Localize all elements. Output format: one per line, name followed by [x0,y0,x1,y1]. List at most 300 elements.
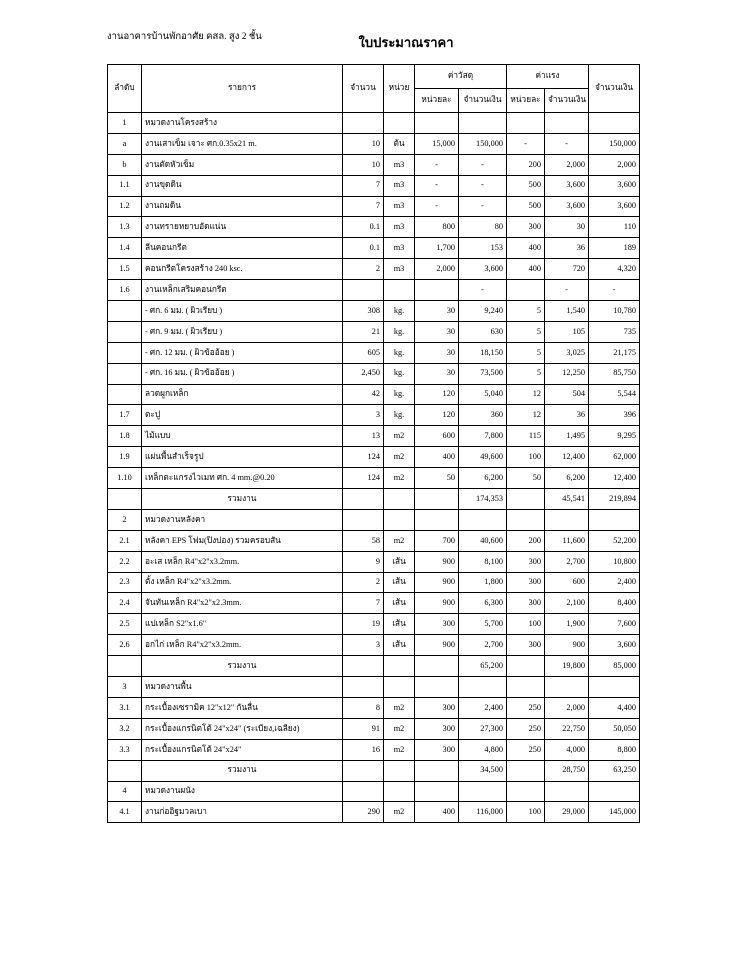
section-row [108,509,640,530]
row-number: 2.1 [108,530,142,551]
material-amount: 116,000 [459,802,507,823]
material-amount: 630 [459,321,507,342]
empty-cell [507,113,545,134]
item-description: จันทันเหล็ก R4"x2"x2.3mm. [142,593,343,614]
labor-amount: 900 [545,635,589,656]
total-amount: 21,175 [589,342,640,363]
empty-cell [384,489,415,510]
empty-cell [343,489,384,510]
labor-amount: 1,495 [545,426,589,447]
total-amount: 110 [589,217,640,238]
labor-amount: 2,000 [545,154,589,175]
material-unit-price: 300 [415,697,459,718]
unit: เส้น [384,614,415,635]
quantity: 605 [343,342,384,363]
material-unit-price: 600 [415,426,459,447]
col-material-header: ค่าวัสดุ [415,65,507,89]
table-row [108,217,640,238]
empty-cell [507,781,545,802]
item-description: หลังคา EPS โฟม(ปิงปอง) รวมครอบสัน [142,530,343,551]
row-number: 4.1 [108,802,142,823]
material-unit-price: 900 [415,572,459,593]
table-row [108,196,640,217]
row-number: 2.6 [108,635,142,656]
quantity: 7 [343,175,384,196]
total-amount: 150,000 [589,133,640,154]
material-unit-price: 700 [415,530,459,551]
table-header [108,65,640,113]
material-amount: 7,800 [459,426,507,447]
unit: m3 [384,238,415,259]
item-description: อะเส เหล็ก R4"x2"x3.2mm. [142,551,343,572]
item-description: ลีนคอนกรีต [142,238,343,259]
material-unit-price: 400 [415,802,459,823]
unit: kg. [384,363,415,384]
material-unit-price: - [415,154,459,175]
labor-amount: - [545,280,589,301]
quantity: 19 [343,614,384,635]
section-title: หมวดงานโครงสร้าง [142,113,343,134]
total-amount: 62,000 [589,447,640,468]
empty-cell [507,677,545,698]
quantity: 3 [343,405,384,426]
row-number [108,342,142,363]
unit: ต้น [384,133,415,154]
material-amount: 2,700 [459,635,507,656]
unit: m2 [384,530,415,551]
total-amount: 8,800 [589,739,640,760]
labor-unit-price: 5 [507,321,545,342]
material-amount: 34,500 [459,760,507,781]
material-unit-price: 15,000 [415,133,459,154]
material-amount: 18,150 [459,342,507,363]
section-row [108,677,640,698]
table-row [108,739,640,760]
total-amount: 50,050 [589,718,640,739]
subtotal-label: รวมงาน [142,656,343,677]
empty-cell [108,760,142,781]
table-row [108,635,640,656]
empty-cell [545,509,589,530]
row-number: 3.1 [108,697,142,718]
material-unit-price: 50 [415,468,459,489]
material-unit-price: 900 [415,551,459,572]
empty-cell [384,113,415,134]
empty-cell [343,677,384,698]
row-number [108,384,142,405]
empty-cell [108,489,142,510]
table-row [108,802,640,823]
unit: kg. [384,301,415,322]
material-amount: 1,800 [459,572,507,593]
unit: m3 [384,154,415,175]
material-amount: - [459,154,507,175]
material-amount: 174,353 [459,489,507,510]
total-amount: 2,400 [589,572,640,593]
item-description: งานเสาเข็ม เจาะ ศก.0.35x21 m. [142,133,343,154]
item-description: ไม้แบบ [142,426,343,447]
unit: m3 [384,217,415,238]
row-number: 4 [108,781,142,802]
subtotal-row [108,760,640,781]
labor-amount: 2,000 [545,697,589,718]
labor-unit-price: 300 [507,551,545,572]
labor-unit-price: 400 [507,259,545,280]
labor-amount: 12,250 [545,363,589,384]
table-row [108,468,640,489]
empty-cell [459,509,507,530]
total-amount: 189 [589,238,640,259]
table-row [108,614,640,635]
row-number: 3.3 [108,739,142,760]
material-unit-price: 2,000 [415,259,459,280]
unit: kg. [384,384,415,405]
item-description: - ศก. 9 มม. ( ผิวเรียบ ) [142,321,343,342]
empty-cell [384,760,415,781]
empty-cell [108,656,142,677]
total-amount: 85,750 [589,363,640,384]
row-number: 3.2 [108,718,142,739]
item-description: งานก่ออิฐมวลเบา [142,802,343,823]
labor-unit-price: 500 [507,196,545,217]
table-row [108,405,640,426]
total-amount: 9,295 [589,426,640,447]
col-qty-header: จำนวน [343,65,384,113]
document-title: ใบประมาณราคา [358,35,454,50]
table-row [108,301,640,322]
labor-unit-price: 300 [507,593,545,614]
table-row [108,363,640,384]
subtotal-row [108,656,640,677]
item-description: กระเบื้องแกรนิตโต้ 24"x24" [142,739,343,760]
empty-cell [343,113,384,134]
labor-amount: 105 [545,321,589,342]
empty-cell [459,113,507,134]
material-unit-price: 400 [415,447,459,468]
labor-unit-price: 100 [507,802,545,823]
material-amount: - [459,196,507,217]
labor-unit-price: 5 [507,363,545,384]
material-amount: 5,700 [459,614,507,635]
labor-unit-price: 100 [507,447,545,468]
row-number: 1.6 [108,280,142,301]
quantity [343,280,384,301]
total-amount: 2,000 [589,154,640,175]
empty-cell [415,509,459,530]
material-amount: 6,300 [459,593,507,614]
material-amount: 153 [459,238,507,259]
project-name: งานอาคารบ้านพักอาศัย คสล. สูง 2 ชั้น [107,32,262,42]
quantity: 3 [343,635,384,656]
table-row [108,593,640,614]
estimate-table [107,64,640,823]
labor-unit-price: 100 [507,614,545,635]
col-total-header: จำนวนเงิน [589,65,640,113]
labor-unit-price: 500 [507,175,545,196]
section-title: หมวดงานหลังคา [142,509,343,530]
unit: เส้น [384,593,415,614]
table-row [108,280,640,301]
row-number [108,363,142,384]
labor-amount: 19,800 [545,656,589,677]
item-description: งานทรายหยาบอัดแน่น [142,217,343,238]
row-number [108,301,142,322]
material-unit-price: 30 [415,321,459,342]
labor-unit-price: 200 [507,530,545,551]
table-row [108,447,640,468]
quantity: 21 [343,321,384,342]
subtotal-label: รวมงาน [142,760,343,781]
labor-amount: 1,900 [545,614,589,635]
row-number: 2.3 [108,572,142,593]
labor-amount: 600 [545,572,589,593]
table-row [108,426,640,447]
labor-amount: 12,400 [545,447,589,468]
section-row [108,113,640,134]
labor-amount: 22,750 [545,718,589,739]
item-description: อกไก่ เหล็ก R4"x2"x3.2mm. [142,635,343,656]
empty-cell [589,509,640,530]
material-amount: 65,200 [459,656,507,677]
quantity: 42 [343,384,384,405]
total-amount: 735 [589,321,640,342]
table-row [108,697,640,718]
table-row [108,572,640,593]
total-amount: 12,400 [589,468,640,489]
empty-cell [415,113,459,134]
total-amount: 52,200 [589,530,640,551]
section-title: หมวดงานพื้น [142,677,343,698]
row-number: 1.1 [108,175,142,196]
labor-amount: 36 [545,405,589,426]
table-body [108,113,640,823]
table-row [108,175,640,196]
item-description: แปเหล็ก S2"x1.6" [142,614,343,635]
row-number: b [108,154,142,175]
empty-cell [343,656,384,677]
unit: m3 [384,175,415,196]
row-number: 1 [108,113,142,134]
labor-unit-price: 400 [507,238,545,259]
quantity: 10 [343,154,384,175]
labor-unit-price: 300 [507,572,545,593]
labor-amount: 3,600 [545,196,589,217]
unit: m2 [384,468,415,489]
quantity: 124 [343,447,384,468]
row-number: 1.2 [108,196,142,217]
material-unit-price: 300 [415,739,459,760]
total-amount: 7,600 [589,614,640,635]
labor-amount: 45,541 [545,489,589,510]
row-number: 1.8 [108,426,142,447]
row-number: 2.4 [108,593,142,614]
labor-unit-price: 200 [507,154,545,175]
material-amount: 73,500 [459,363,507,384]
quantity: 7 [343,196,384,217]
quantity: 7 [343,593,384,614]
empty-cell [545,113,589,134]
empty-cell [589,113,640,134]
material-unit-price: 120 [415,384,459,405]
labor-unit-price: 50 [507,468,545,489]
unit: เส้น [384,551,415,572]
section-title: หมวดงานผนัง [142,781,343,802]
material-amount: 80 [459,217,507,238]
material-unit-price: 30 [415,342,459,363]
empty-cell [343,509,384,530]
item-description: คอนกรีตโครงสร้าง 240 ksc. [142,259,343,280]
material-amount: 2,400 [459,697,507,718]
empty-cell [589,781,640,802]
total-amount: 8,400 [589,593,640,614]
empty-cell [545,677,589,698]
total-amount: 4,320 [589,259,640,280]
item-description: ตั้ง เหล็ก R4"x2"x3.2mm. [142,572,343,593]
quantity: 308 [343,301,384,322]
item-description: เหล็กตะแกรงไวเมท ศก. 4 mm.@0.20 [142,468,343,489]
row-number: 3 [108,677,142,698]
material-amount: 40,600 [459,530,507,551]
material-amount: 5,040 [459,384,507,405]
labor-amount: 30 [545,217,589,238]
material-unit-price: 30 [415,301,459,322]
material-unit-price: 900 [415,593,459,614]
row-number: 2 [108,509,142,530]
labor-amount: 504 [545,384,589,405]
material-amount: 8,100 [459,551,507,572]
row-number: a [108,133,142,154]
total-amount: 219,894 [589,489,640,510]
quantity: 2 [343,572,384,593]
table-row [108,259,640,280]
empty-cell [589,677,640,698]
empty-cell [384,656,415,677]
labor-unit-price: 300 [507,217,545,238]
total-amount: 10,780 [589,301,640,322]
empty-cell [415,760,459,781]
row-number: 1.7 [108,405,142,426]
labor-amount: 2,700 [545,551,589,572]
unit: m2 [384,802,415,823]
total-amount: 5,544 [589,384,640,405]
item-description: - ศก. 12 มม. ( ผิวข้ออ้อย ) [142,342,343,363]
empty-cell [415,656,459,677]
material-unit-price: - [415,196,459,217]
item-description: งานเหล็กเสริมคอนกรีต [142,280,343,301]
unit: kg. [384,405,415,426]
table-row [108,551,640,572]
material-amount: - [459,280,507,301]
material-unit-price: 1,700 [415,238,459,259]
labor-unit-price: 12 [507,384,545,405]
total-amount: 63,250 [589,760,640,781]
unit: m3 [384,259,415,280]
labor-amount: 6,200 [545,468,589,489]
empty-cell [384,677,415,698]
empty-cell [459,677,507,698]
document-header [0,0,742,64]
material-unit-price: 900 [415,635,459,656]
table-row [108,530,640,551]
material-unit-price: 120 [415,405,459,426]
material-amount: 49,600 [459,447,507,468]
row-number [108,321,142,342]
quantity: 2,450 [343,363,384,384]
labor-amount: 28,750 [545,760,589,781]
empty-cell [384,509,415,530]
section-row [108,781,640,802]
unit: m2 [384,697,415,718]
total-amount: 3,600 [589,196,640,217]
labor-unit-price: - [507,133,545,154]
labor-unit-price: 300 [507,635,545,656]
unit: kg. [384,321,415,342]
material-amount: 27,300 [459,718,507,739]
material-amount: 9,240 [459,301,507,322]
quantity: 124 [343,468,384,489]
material-unit-price: 30 [415,363,459,384]
empty-cell [415,781,459,802]
labor-unit-price: 250 [507,697,545,718]
total-amount: - [589,280,640,301]
labor-amount: 3,025 [545,342,589,363]
material-amount: 6,200 [459,468,507,489]
item-description: ตะปู [142,405,343,426]
total-amount: 3,600 [589,175,640,196]
labor-amount: 2,100 [545,593,589,614]
material-amount: - [459,175,507,196]
labor-unit-price: 250 [507,718,545,739]
material-unit-price: 300 [415,614,459,635]
table-row [108,238,640,259]
total-amount: 3,600 [589,635,640,656]
total-amount: 145,000 [589,802,640,823]
empty-cell [545,781,589,802]
row-number: 1.5 [108,259,142,280]
material-amount: 3,600 [459,259,507,280]
unit: kg. [384,342,415,363]
quantity: 9 [343,551,384,572]
col-material-amount-header: จำนวนเงิน [459,89,507,113]
item-description: งานขุดดิน [142,175,343,196]
quantity: 16 [343,739,384,760]
unit: m2 [384,718,415,739]
total-amount: 10,800 [589,551,640,572]
item-description: - ศก. 16 มม. ( ผิวข้ออ้อย ) [142,363,343,384]
empty-cell [507,760,545,781]
labor-unit-price: 250 [507,739,545,760]
empty-cell [415,489,459,510]
row-number: 2.2 [108,551,142,572]
material-unit-price: 800 [415,217,459,238]
quantity: 58 [343,530,384,551]
table-row [108,384,640,405]
table-row [108,133,640,154]
labor-unit-price: 115 [507,426,545,447]
empty-cell [507,489,545,510]
unit [384,280,415,301]
quantity: 0.1 [343,238,384,259]
labor-unit-price: 5 [507,342,545,363]
item-description: กระเบื้องแกรนิตโต้ 24"x24" (ระเบียง,เฉลียง) [142,718,343,739]
material-amount: 150,000 [459,133,507,154]
labor-amount: 3,600 [545,175,589,196]
empty-cell [343,781,384,802]
row-number: 1.10 [108,468,142,489]
total-amount: 4,400 [589,697,640,718]
row-number: 1.4 [108,238,142,259]
labor-unit-price: 12 [507,405,545,426]
